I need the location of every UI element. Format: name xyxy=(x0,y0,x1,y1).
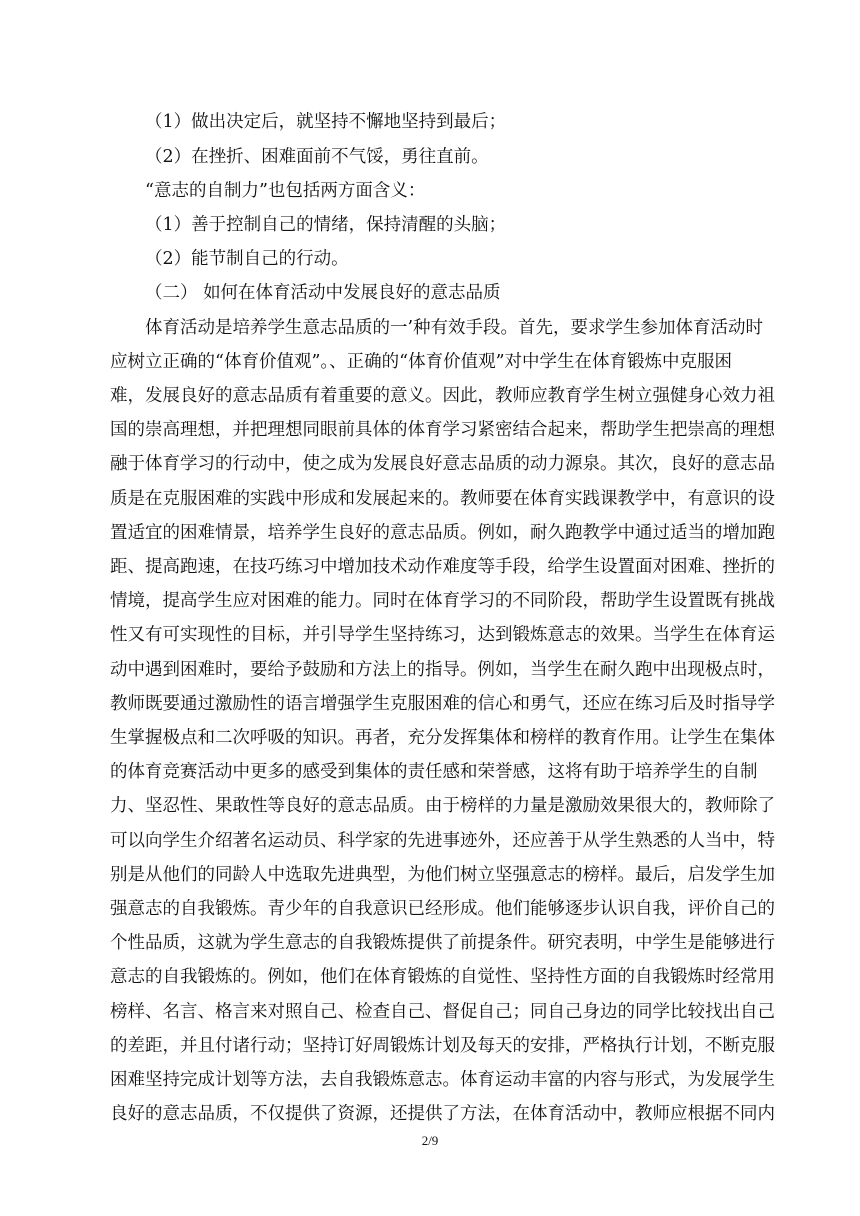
text-line: 的体育竞赛活动中更多的感受到集体的责任感和荣誉感，这将有助于培养学生的自制 xyxy=(110,762,758,782)
text-line: 距、提高跑速，在技巧练习中增加技术动作难度等手段，给学生设置面对困难、挫折的 xyxy=(110,557,775,577)
text-line: 可以向学生介绍著名运动员、科学家的先进事迹外，还应善于从学生熟悉的人当中，特 xyxy=(110,831,775,851)
page-number: 2/9 xyxy=(421,1133,439,1148)
text-line: 生掌握极点和二次呼吸的知识。再者，充分发挥集体和榜样的教育作用。让学生在集体 xyxy=(110,728,775,748)
text-line: （1）善于控制自己的情绪，保持清醒的头脑； xyxy=(145,215,507,235)
text-line: 力、坚忍性、果敢性等良好的意志品质。由于榜样的力量是激励效果很大的，教师除了 xyxy=(110,796,775,816)
section-heading: （二） 如何在体育活动中发展良好的意志品质 xyxy=(145,283,501,303)
text-line: 教师既要通过激励性的语言增强学生克服困难的信心和勇气，还应在练习后及时指导学 xyxy=(110,694,775,714)
text-line: 良好的意志品质，不仅提供了资源，还提供了方法，在体育活动中，教师应根据不同内 xyxy=(110,1104,775,1124)
text-line: 意志的自我锻炼的。例如，他们在体育锻炼的自觉性、坚持性方面的自我锻炼时经常用 xyxy=(110,967,775,987)
text-line: 国的崇高理想，并把理想同眼前具体的体育学习紧密结合起来，帮助学生把崇高的理想 xyxy=(110,420,775,440)
text-line: （1）做出决定后，就坚持不懈地坚持到最后； xyxy=(145,112,507,132)
text-line: 情境，提高学生应对困难的能力。同时在体育学习的不同阶段，帮助学生设置既有挑战 xyxy=(110,591,775,611)
text-line: 体育活动是培养学生意志品质的一’种有效手段。首先，要求学生参加体育活动时 xyxy=(145,318,764,338)
text-line: 动中遇到困难时，要给予鼓励和方法上的指导。例如，当学生在耐久跑中出现极点时， xyxy=(110,660,775,680)
text-line: “意志的自制力”也包括两方面含义： xyxy=(145,181,426,201)
text-line: 应树立正确的“体育价值观”。、正确的“体育价值观”对中学生在体育锻炼中克服困 xyxy=(110,352,733,372)
text-line: 困难坚持完成计划等方法，去自我锻炼意志。体育运动丰富的内容与形式，为发展学生 xyxy=(110,1070,775,1090)
text-line: 榜样、名言、格言来对照自己、检查自己、督促自己；同自己身边的同学比较找出自己 xyxy=(110,1002,775,1022)
text-line: 强意志的自我锻炼。青少年的自我意识已经形成。他们能够逐步认识自我，评价自己的 xyxy=(110,899,775,919)
text-line: 的差距，并且付诸行动；坚持订好周锻炼计划及每天的安排，严格执行计划，不断克服 xyxy=(110,1036,775,1056)
text-line: 难，发展良好的意志品质有着重要的意义。因此，教师应教育学生树立强健身心效力祖 xyxy=(110,386,775,406)
text-line: 别是从他们的同龄人中选取先进典型，为他们树立坚强意志的榜样。最后，启发学生加 xyxy=(110,865,775,885)
text-line: （2）能节制自己的行动。 xyxy=(145,249,349,269)
text-line: 置适宜的困难情景，培养学生良好的意志品质。例如，耐久跑教学中通过适当的增加跑 xyxy=(110,523,775,543)
text-line: 个性品质，这就为学生意志的自我锻炼提供了前提条件。研究表明，中学生是能够进行 xyxy=(110,933,775,953)
text-line: 融于体育学习的行动中，使之成为发展良好意志品质的动力源泉。其次，良好的意志品 xyxy=(110,454,775,474)
text-line: 质是在克服困难的实践中形成和发展起来的。教师要在体育实践课教学中，有意识的设 xyxy=(110,489,775,509)
text-line: （2）在挫折、困难面前不气馁，勇往直前。 xyxy=(145,147,489,167)
text-line: 性又有可实现性的目标，并引导学生坚持练习，达到锻炼意志的效果。当学生在体育运 xyxy=(110,625,775,645)
